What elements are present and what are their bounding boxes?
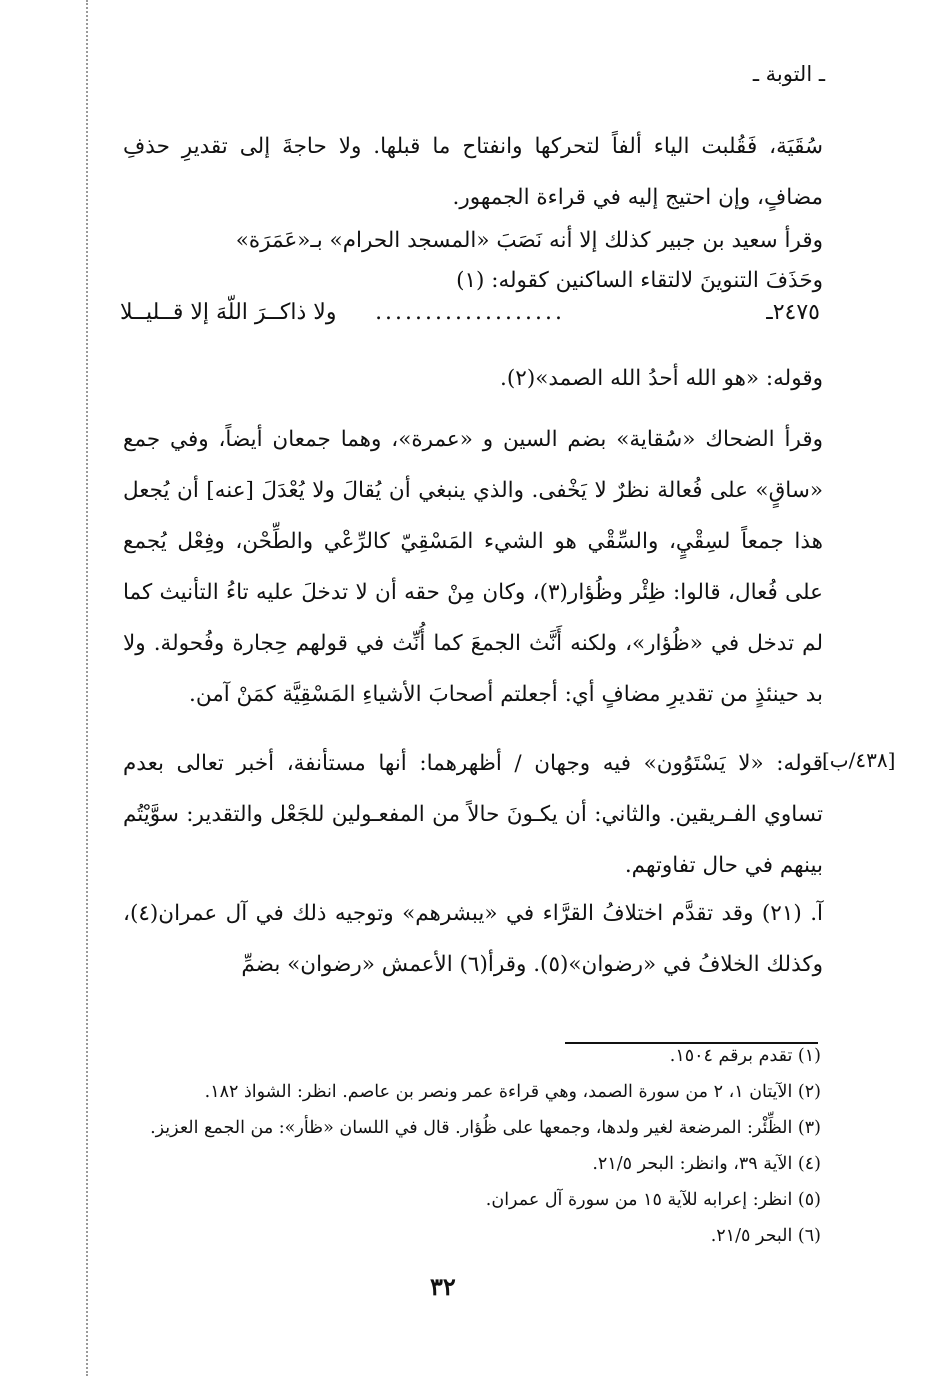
paragraph-2-line-2: وحَذَفَ التنوينَ لالتقاء الساكنين كقوله: (١) xyxy=(456,268,823,293)
manuscript-folio-marker: [٤٣٨/ب] xyxy=(822,748,896,772)
page-number: ٣٢ xyxy=(430,1272,456,1301)
paragraph-4: وقرأ الضحاك «سُقاية» بضم السين و «عمرة»، وهما جمعان أيضاً، وفي جمع «ساقٍ» على فُعالة نظرٌ لا يَخْفى. والذي ينبغي أن يُقالَ ولا يُعْدَلَ [عنه] أن يُجعل هذا جمعاً لسِقْيٍ، والسِّقْي هو الشيء المَسْقِيّ كالرِّعْي والطِّحْن، وفِعْل يُجمع على فُعال، قالوا: ظِئْر وظُؤار(٣)، وكان مِنْ حقه أن لا تدخلَ عليه تاءُ التأنيث كما لم تدخل في «ظُؤار»، ولكنه أَنَّث الجمعَ كما أُنِّث في قولهم حِجارة وفُحولة. ولا بد حينئذٍ من تقديرِ مضافٍ أي: أجعلتم أصحابَ الأشياءِ المَسْقِيَّة كمَنْ آمن. xyxy=(123,427,823,707)
verse-number: ٢٤٧٥ـ xyxy=(766,300,820,325)
verse-missing-hemistich: ................... xyxy=(375,300,565,325)
paragraph-3: وقوله: «هو الله أحدُ الله الصمد»(٢). xyxy=(500,366,823,391)
paragraph-2-line-1: وقرأ سعيد بن جبير كذلك إلا أنه نَصَبَ «المسجد الحرام» بـ«عَمَرَة» xyxy=(235,228,823,253)
poetry-verse xyxy=(120,288,820,339)
footnote-3: (٣) الظِّئْر: المرضعة لغير ولدها، وجمعها على ظُؤار. قال في اللسان «ظأر»: من الجمع العزيز. xyxy=(150,1118,821,1138)
footnote-1: (١) تقدم برقم ١٥٠٤. xyxy=(669,1046,821,1066)
paragraph-1: سُقَيَة، فَقُلبت الياء ألفاً لتحركها وانفتاح ما قبلها. ولا حاجةَ إلى تقديرِ حذفِ مضافٍ، وإن احتيج إليه في قراءة الجمهور. xyxy=(123,134,823,210)
footnote-5: (٥) انظر: إعرابه للآية ١٥ من سورة آل عمران. xyxy=(485,1190,821,1210)
scan-margin-dotted-line xyxy=(86,0,88,1376)
verse-hemistich: ولا ذاكــرَ اللّهَ إلا قــليــلا xyxy=(120,300,337,325)
footnote-2: (٢) الآيتان ١، ٢ من سورة الصمد، وهي قراءة عمر ونصر بن عاصم. انظر: الشواذ ١٨٢. xyxy=(204,1082,821,1102)
footnote-6: (٦) البحر ٢١/٥. xyxy=(710,1226,821,1246)
footnotes xyxy=(121,1038,821,1254)
paragraph-6: آ. (٢١) وقد تقدَّم اختلافُ القرَّاء في «يبشرهم» وتوجيه ذلك في آل عمران(٤)، وكذلك الخلافُ في «رضوان»(٥). وقرأ(٦) الأعمش «رضوان» بضمِّ xyxy=(123,901,824,977)
paragraph-5: قوله: «لا يَسْتَوُون» فيه وجهان / أظهرهما: أنها مستأنفة، أخبر تعالى بعدم تساوي الفـريقين. والثاني: أن يكـونَ حالاً من المفعـولين للجَعْل والتقدير: سوَّيْتُم بينهم في حال تفاوتهم. xyxy=(123,751,823,878)
running-header: ـ التوبة ـ xyxy=(752,62,825,86)
footnote-4: (٤) الآية ٣٩، وانظر: البحر ٢١/٥. xyxy=(592,1154,821,1174)
